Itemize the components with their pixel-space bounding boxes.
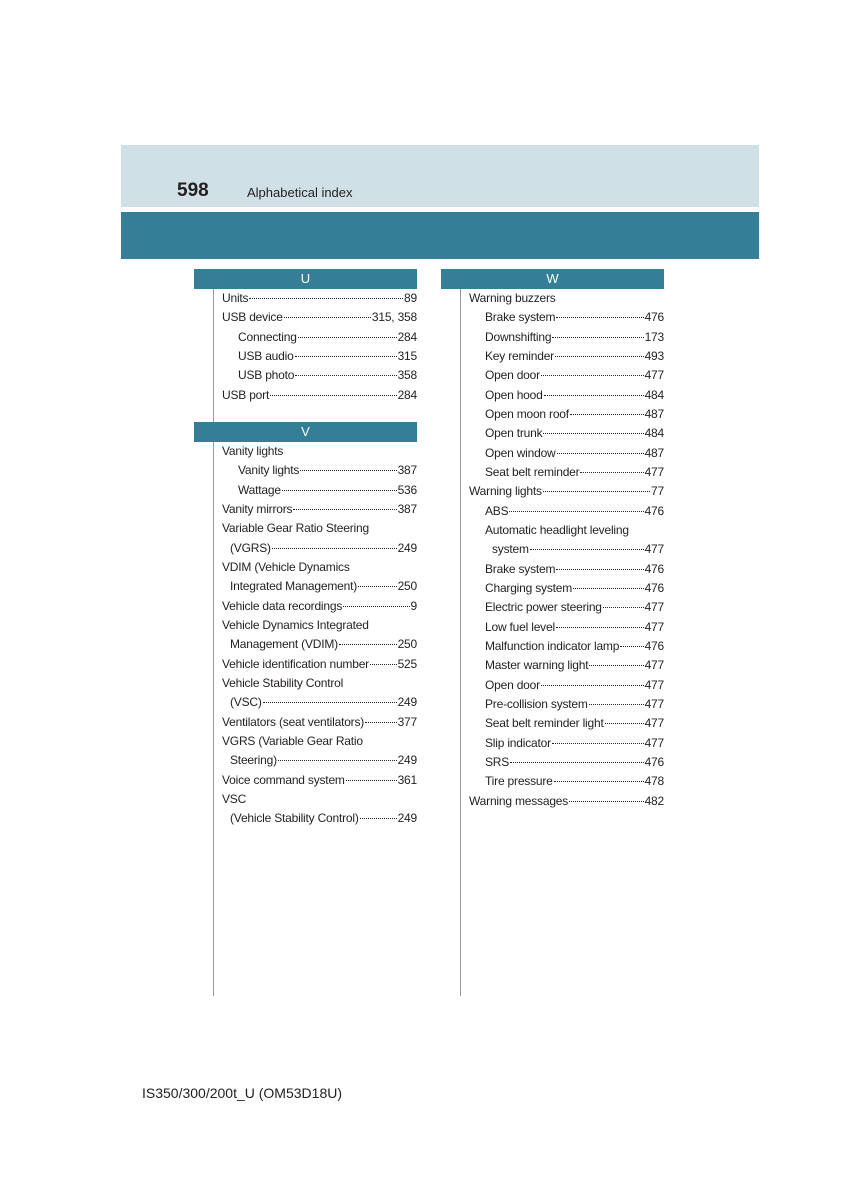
- entry-term: USB device: [222, 310, 283, 325]
- index-entry[interactable]: [194, 347, 417, 366]
- index-entry[interactable]: [441, 540, 664, 559]
- entry-term: Open window: [485, 445, 556, 460]
- dot-leader: [284, 317, 371, 318]
- dot-leader: [295, 375, 396, 376]
- index-entry[interactable]: [441, 366, 664, 385]
- entry-page-number[interactable]: 476: [644, 561, 664, 576]
- index-entry[interactable]: [194, 597, 417, 616]
- dot-leader: [263, 702, 397, 703]
- entry-term: Low fuel level: [485, 619, 555, 634]
- index-entry[interactable]: [441, 734, 664, 753]
- dot-leader: [249, 298, 403, 299]
- index-entry[interactable]: [441, 772, 664, 791]
- index-entry[interactable]: [441, 308, 664, 327]
- entry-page-number[interactable]: 387: [397, 463, 417, 478]
- index-column-left: [194, 269, 417, 829]
- entry-term: Pre-collision system: [485, 696, 588, 711]
- entry-term: Vehicle Dynamics Integrated: [222, 617, 369, 632]
- dot-leader: [509, 511, 643, 512]
- entry-page-number[interactable]: 477: [644, 368, 664, 383]
- entry-term: SRS: [485, 754, 510, 769]
- entry-term: (Vehicle Stability Control): [230, 811, 359, 826]
- dot-leader: [510, 762, 644, 763]
- index-entry[interactable]: [441, 579, 664, 598]
- entry-page-number[interactable]: 284: [397, 329, 417, 344]
- dot-leader: [541, 375, 644, 376]
- dot-leader: [552, 743, 644, 744]
- entry-term: Brake system: [485, 561, 556, 576]
- index-entry[interactable]: [194, 616, 417, 635]
- index-entry[interactable]: [441, 637, 664, 656]
- dot-leader: [544, 395, 644, 396]
- entry-term: Vanity lights: [238, 463, 300, 478]
- entry-term: Warning lights: [469, 484, 542, 499]
- entry-term: Ventilators (seat ventilators): [222, 714, 365, 729]
- dot-leader: [343, 606, 409, 607]
- entry-page-number[interactable]: 476: [644, 580, 664, 595]
- entry-page-number[interactable]: 249: [397, 811, 417, 826]
- entry-page-number[interactable]: 173: [644, 329, 664, 344]
- dot-leader: [603, 607, 644, 608]
- entry-page-number[interactable]: 249: [397, 540, 417, 555]
- entry-page-number[interactable]: 493: [644, 348, 664, 363]
- index-entry[interactable]: [194, 771, 417, 790]
- entry-page-number[interactable]: 377: [397, 714, 417, 729]
- entry-term: Open door: [485, 677, 540, 692]
- letter-heading: V: [194, 422, 417, 442]
- entry-page-number[interactable]: 250: [397, 579, 417, 594]
- dot-leader: [569, 801, 644, 802]
- dot-leader: [300, 470, 396, 471]
- entry-term: ABS: [485, 503, 509, 518]
- entry-term: Seat belt reminder: [485, 464, 580, 479]
- entry-page-number[interactable]: 484: [644, 387, 664, 402]
- index-column-right: [441, 269, 664, 811]
- entry-page-number[interactable]: 487: [644, 445, 664, 460]
- entry-page-number[interactable]: 476: [644, 503, 664, 518]
- entry-term: VGRS (Variable Gear Ratio: [222, 733, 363, 748]
- dot-leader: [580, 472, 643, 473]
- index-entry[interactable]: [194, 809, 417, 828]
- index-entry[interactable]: [194, 635, 417, 654]
- title-bar: [121, 212, 759, 259]
- entry-term: Automatic headlight leveling: [485, 522, 629, 537]
- entry-term: Warning buzzers: [469, 291, 556, 305]
- entry-page-number[interactable]: 477: [644, 696, 664, 711]
- index-entry[interactable]: [194, 481, 417, 500]
- entry-term: Open door: [485, 368, 540, 383]
- entry-page-number[interactable]: 478: [644, 774, 664, 789]
- index-entry[interactable]: [194, 790, 417, 809]
- entry-page-number[interactable]: 477: [644, 464, 664, 479]
- entry-term: Steering): [230, 753, 277, 768]
- index-entry[interactable]: [194, 519, 417, 538]
- entry-page-number[interactable]: 525: [397, 656, 417, 671]
- dot-leader: [556, 317, 643, 318]
- index-entry[interactable]: [194, 539, 417, 558]
- entry-page-number[interactable]: 89: [404, 291, 417, 305]
- dot-leader: [620, 646, 643, 647]
- entry-term: Downshifting: [485, 329, 552, 344]
- dot-leader: [543, 491, 650, 492]
- entry-term: system: [492, 542, 529, 557]
- letter-section-v: [194, 422, 417, 829]
- entry-page-number[interactable]: 477: [644, 658, 664, 673]
- entry-page-number[interactable]: 477: [644, 716, 664, 731]
- entry-page-number[interactable]: 361: [397, 772, 417, 787]
- entry-term: Malfunction indicator lamp: [485, 638, 620, 653]
- entry-term: Wattage: [238, 482, 281, 497]
- index-entry[interactable]: [441, 656, 664, 675]
- entry-term: VDIM (Vehicle Dynamics: [222, 559, 350, 574]
- entry-term: Vehicle data recordings: [222, 598, 343, 613]
- entry-page-number[interactable]: 476: [644, 754, 664, 769]
- entry-term: Open moon roof: [485, 406, 569, 421]
- index-entry[interactable]: [441, 792, 664, 811]
- entry-term: Tire pressure: [485, 774, 553, 789]
- index-entry[interactable]: [194, 713, 417, 732]
- index-entries: [194, 289, 417, 405]
- index-entry[interactable]: [194, 308, 417, 327]
- dot-leader: [272, 548, 397, 549]
- entry-page-number[interactable]: 484: [644, 426, 664, 441]
- index-entry[interactable]: [194, 693, 417, 712]
- index-entry[interactable]: [441, 482, 664, 501]
- entry-term: (VSC): [230, 695, 262, 710]
- dot-leader: [298, 337, 397, 338]
- dot-leader: [293, 509, 396, 510]
- index-entries: [441, 289, 664, 811]
- index-entries: [194, 442, 417, 829]
- dot-leader: [589, 704, 644, 705]
- index-entry[interactable]: [441, 598, 664, 617]
- entry-page-number[interactable]: 77: [651, 484, 664, 499]
- index-entry[interactable]: [194, 655, 417, 674]
- index-entry[interactable]: [441, 328, 664, 347]
- dot-leader: [573, 588, 644, 589]
- entry-page-number[interactable]: 249: [397, 695, 417, 710]
- entry-term: Brake system: [485, 310, 556, 325]
- dot-leader: [605, 723, 644, 724]
- entry-term: Vanity mirrors: [222, 501, 293, 516]
- entry-page-number[interactable]: 387: [397, 501, 417, 516]
- index-entry[interactable]: [194, 386, 417, 405]
- index-entry[interactable]: [194, 577, 417, 596]
- entry-term: Key reminder: [485, 348, 554, 363]
- entry-page-number[interactable]: 315: [397, 348, 417, 363]
- dot-leader: [554, 781, 644, 782]
- entry-term: Variable Gear Ratio Steering: [222, 521, 369, 536]
- entry-page-number[interactable]: 9: [410, 598, 417, 613]
- entry-page-number[interactable]: 477: [644, 677, 664, 692]
- page-number: 598: [177, 180, 209, 201]
- entry-page-number[interactable]: 476: [644, 638, 664, 653]
- letter-section-w: [441, 269, 664, 811]
- entry-term: USB audio: [238, 348, 294, 363]
- entry-term: Charging system: [485, 580, 573, 595]
- entry-term: Management (VDIM): [230, 637, 338, 652]
- dot-leader: [278, 760, 397, 761]
- letter-heading: U: [194, 269, 417, 289]
- dot-leader: [270, 395, 396, 396]
- entry-page-number[interactable]: 482: [644, 793, 664, 808]
- entry-page-number[interactable]: 249: [397, 753, 417, 768]
- entry-term: Seat belt reminder light: [485, 716, 604, 731]
- entry-page-number[interactable]: 477: [644, 619, 664, 634]
- index-entry[interactable]: [194, 500, 417, 519]
- dot-leader: [530, 549, 644, 550]
- entry-term: Vehicle identification number: [222, 656, 369, 671]
- entry-page-number[interactable]: 315, 358: [371, 310, 417, 325]
- model-code: IS350/300/200t_U (OM53D18U): [142, 1085, 342, 1101]
- entry-term: Master warning light: [485, 658, 589, 673]
- entry-term: Electric power steering: [485, 600, 602, 615]
- index-entry[interactable]: [194, 732, 417, 751]
- index-entry[interactable]: [441, 560, 664, 579]
- entry-page-number[interactable]: 536: [397, 482, 417, 497]
- dot-leader: [556, 627, 644, 628]
- index-entry[interactable]: [441, 424, 664, 443]
- index-entry[interactable]: [441, 463, 664, 482]
- entry-page-number[interactable]: 477: [644, 600, 664, 615]
- entry-term: VSC: [222, 791, 247, 806]
- dot-leader: [589, 665, 643, 666]
- entry-term: Connecting: [238, 329, 297, 344]
- dot-leader: [282, 490, 397, 491]
- entry-page-number[interactable]: 476: [644, 310, 664, 325]
- index-entry[interactable]: [194, 289, 417, 308]
- header-band: [121, 145, 759, 207]
- dot-leader: [552, 337, 643, 338]
- entry-term: Units: [222, 291, 249, 305]
- index-entry[interactable]: [194, 366, 417, 385]
- entry-term: Slip indicator: [485, 735, 551, 750]
- entry-term: Open hood: [485, 387, 543, 402]
- dot-leader: [365, 722, 397, 723]
- index-entry[interactable]: [441, 753, 664, 772]
- index-entry[interactable]: [441, 714, 664, 733]
- dot-leader: [358, 586, 397, 587]
- dot-leader: [360, 818, 397, 819]
- entry-page-number[interactable]: 358: [397, 368, 417, 383]
- section-title: Alphabetical index: [247, 185, 353, 200]
- index-entry[interactable]: [441, 386, 664, 405]
- entry-page-number[interactable]: 250: [397, 637, 417, 652]
- dot-leader: [541, 685, 644, 686]
- index-entry[interactable]: [441, 676, 664, 695]
- dot-leader: [346, 780, 397, 781]
- entry-term: USB port: [222, 387, 270, 402]
- index-entry[interactable]: [441, 695, 664, 714]
- entry-term: Warning messages: [469, 793, 569, 808]
- dot-leader: [556, 569, 643, 570]
- entry-term: USB photo: [238, 368, 295, 383]
- index-entry[interactable]: [441, 521, 664, 540]
- index-entry[interactable]: [194, 751, 417, 770]
- dot-leader: [295, 356, 397, 357]
- index-entry[interactable]: [441, 502, 664, 521]
- dot-leader: [557, 453, 644, 454]
- dot-leader: [570, 414, 644, 415]
- index-entry[interactable]: [194, 558, 417, 577]
- dot-leader: [543, 433, 643, 434]
- index-entry[interactable]: [194, 461, 417, 480]
- letter-section-u: [194, 269, 417, 405]
- letter-heading: W: [441, 269, 664, 289]
- entry-page-number[interactable]: 477: [644, 542, 664, 557]
- entry-term: (VGRS): [230, 540, 271, 555]
- index-entry[interactable]: [441, 347, 664, 366]
- dot-leader: [370, 664, 397, 665]
- index-entry[interactable]: [194, 442, 417, 461]
- entry-term: Voice command system: [222, 772, 345, 787]
- dot-leader: [555, 356, 644, 357]
- index-entry[interactable]: [194, 328, 417, 347]
- index-entry[interactable]: [441, 289, 664, 308]
- entry-term: Integrated Management): [230, 579, 358, 594]
- dot-leader: [339, 644, 397, 645]
- entry-page-number[interactable]: 487: [644, 406, 664, 421]
- index-entry[interactable]: [441, 618, 664, 637]
- entry-page-number[interactable]: 477: [644, 735, 664, 750]
- entry-term: Vehicle Stability Control: [222, 675, 344, 690]
- entry-term: Open trunk: [485, 426, 543, 441]
- index-entry[interactable]: [441, 444, 664, 463]
- index-entry[interactable]: [194, 674, 417, 693]
- index-entry[interactable]: [441, 405, 664, 424]
- entry-term: Vanity lights: [222, 443, 284, 458]
- entry-page-number[interactable]: 284: [397, 387, 417, 402]
